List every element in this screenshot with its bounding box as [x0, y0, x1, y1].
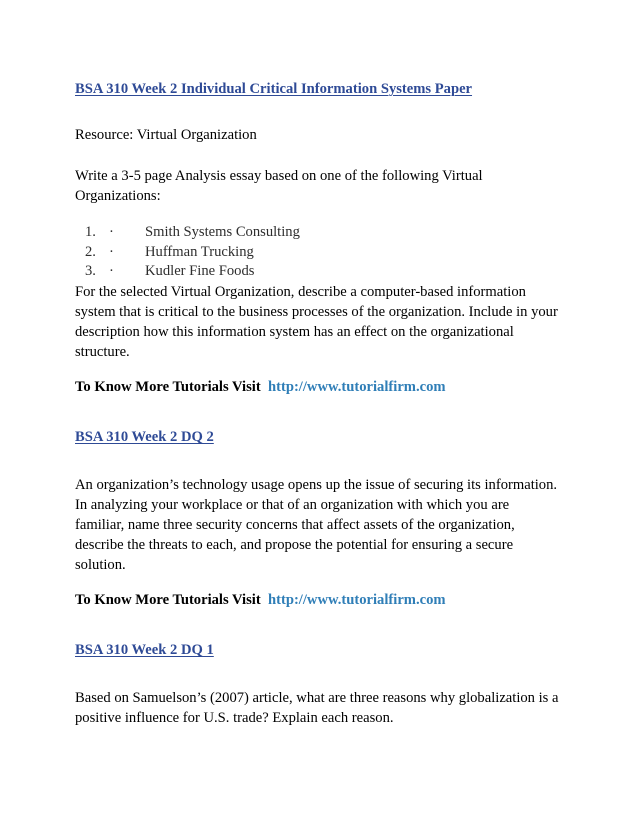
- section-heading-paper[interactable]: BSA 310 Week 2 Individual Critical Information Systems Paper: [75, 81, 473, 97]
- paragraph-line: In analyzing your workplace or that of an organization with which you are: [75, 497, 510, 513]
- section-heading-dq1[interactable]: BSA 310 Week 2 DQ 1: [75, 642, 214, 658]
- list-number: 3.: [85, 263, 96, 279]
- paragraph-line: Organizations:: [75, 188, 161, 204]
- cta-link[interactable]: http://www.tutorialfirm.com: [268, 379, 446, 395]
- paragraph-line: structure.: [75, 344, 130, 360]
- paragraph-line: Based on Samuelson’s (2007) article, what are three reasons why globalization is a: [75, 690, 559, 706]
- bullet-icon: ·: [109, 263, 114, 279]
- list-number: 2.: [85, 243, 96, 260]
- cta-label: To Know More Tutorials Visit: [75, 592, 261, 608]
- list-number: 1.: [85, 224, 96, 240]
- paragraph-line: For the selected Virtual Organization, describe a computer-based information: [75, 284, 526, 300]
- paragraph-line: familiar, name three security concerns that affect assets of the organization,: [75, 517, 515, 533]
- paragraph-line: description how this information system has an effect on the organizational: [75, 324, 514, 340]
- bullet-icon: ·: [109, 224, 114, 240]
- cta-label: To Know More Tutorials Visit: [75, 379, 261, 395]
- paragraph-line: system that is critical to the business processes of the organization. Include in your: [75, 304, 558, 320]
- tutorials-cta: [75, 590, 446, 610]
- cta-link[interactable]: http://www.tutorialfirm.com: [268, 592, 446, 608]
- paragraph-line: Write a 3-5 page Analysis essay based on one of the following Virtual: [75, 168, 483, 184]
- resource-line: Resource: Virtual Organization: [75, 127, 257, 143]
- bullet-icon: ·: [109, 243, 114, 260]
- paragraph-line: describe the threats to each, and propose the potential for ensuring a secure: [75, 537, 514, 553]
- paragraph-line: solution.: [75, 557, 126, 573]
- list-item-text: Smith Systems Consulting: [145, 224, 300, 240]
- section-heading-dq2[interactable]: BSA 310 Week 2 DQ 2: [75, 429, 214, 445]
- paragraph-line: positive influence for U.S. trade? Explain each reason.: [75, 710, 394, 726]
- tutorials-cta: [75, 377, 446, 397]
- paragraph-line: An organization’s technology usage opens up the issue of securing its information.: [75, 477, 558, 493]
- list-item-text: Kudler Fine Foods: [145, 263, 255, 279]
- list-item-text: Huffman Trucking: [145, 243, 254, 260]
